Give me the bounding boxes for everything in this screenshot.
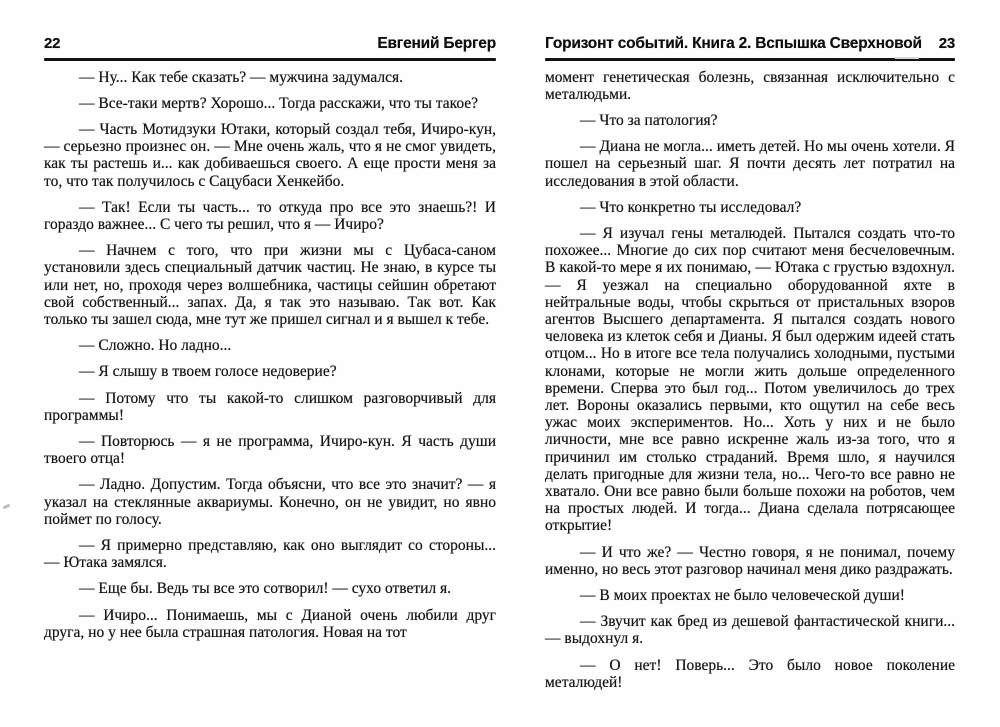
paragraph: — Ладно. Допустим. Тогда объясни, что все это значит? — я указал на стеклянные аквариумы. Конечно, он не увидит, но явно поймет по голосу. bbox=[44, 476, 496, 528]
paragraph: — Звучит как бред из дешевой фантастической книги... — выдохнул я. bbox=[545, 613, 955, 648]
page-header-right bbox=[545, 35, 955, 53]
paragraph: — Еще бы. Ведь ты все это сотворил! — сухо ответил я. bbox=[79, 580, 452, 598]
page-header-left bbox=[44, 35, 496, 53]
paragraph: — Я примерно представляю, как оно выглядит со стороны... — Ютака замялся. bbox=[44, 537, 496, 572]
paragraph: — Что конкретно ты исследовал? bbox=[580, 198, 802, 216]
paragraph: — Ну... Как тебе сказать? — мужчина задумался. bbox=[79, 68, 403, 86]
paragraph: — Потому что ты какой-то слишком разговорчивый для программы! bbox=[44, 389, 496, 424]
paragraph: — Диана не могла... иметь детей. Но мы очень хотели. Я пошел на серьезный шаг. Я почти десять лет потратил на исследования в этой области. bbox=[545, 138, 955, 190]
paragraph: — Я слышу в твоем голосе недоверие? bbox=[79, 363, 337, 381]
paragraph: — Ичиро... Понимаешь, мы с Дианой очень любили друг друга, но у нее была страшная патология. Новая на тот bbox=[44, 606, 496, 641]
header-rule-right bbox=[545, 58, 955, 61]
text-column-right bbox=[545, 69, 955, 692]
paragraph: — Часть Мотидзуки Ютаки, который создал тебя, Ичиро-кун, — серьезно произнес он. — Мне очень жаль, что я не смог увидеть, как ты растешь и... как добиваешься своего. А еще прости меня за то, что так получилось с Сацубаси Хенкейбо. bbox=[44, 121, 496, 190]
paragraph: — Что за патология? bbox=[580, 112, 718, 129]
page-number-left: 22 bbox=[44, 35, 61, 52]
page-number-right: 23 bbox=[938, 35, 955, 52]
paragraph: — Сложно. Но ладно... bbox=[79, 337, 232, 355]
paragraph: — Начнем с того, что при жизни мы с Цубаса-саном установили здесь специальный датчик частиц. Не знаю, в курсе ты или нет, но, проходя через волшебника, частицы сейшин обретают свой собственный... запах. Да, я так это называю. Так вот. Как только ты зашел сюда, мне тут же пришел сигнал и я вышел к тебе. bbox=[44, 242, 496, 329]
header-rule-left bbox=[44, 58, 496, 61]
paragraph: момент генетическая болезнь, связанная исключительно с металюдьми. bbox=[545, 68, 955, 103]
text-column-left bbox=[44, 69, 496, 641]
running-title-left: Евгений Бергер bbox=[377, 35, 496, 52]
paragraph: — Повторюсь — я не программа, Ичиро-кун. Я часть души твоего отца! bbox=[44, 433, 496, 468]
paragraph: — Все-таки мертв? Хорошо... Тогда расскажи, что ты такое? bbox=[79, 94, 479, 112]
paragraph: — Так! Если ты часть... то откуда про все это знаешь?! И гораздо важнее... С чего ты решил, что я — Ичиро? bbox=[44, 198, 496, 234]
paragraph: — В моих проектах не было человеческой души! bbox=[580, 587, 905, 605]
running-title-right: Горизонт событий. Книга 2. Вспышка Сверхновой bbox=[545, 35, 922, 52]
scan-artifact-smudge bbox=[895, 57, 919, 59]
paragraph: — О нет! Поверь... Это было новое поколение металюдей! bbox=[545, 656, 955, 691]
paragraph: — И что же? — Честно говоря, я не понимал, почему именно, но весь этот разговор начинал меня дико раздражать. bbox=[545, 543, 955, 578]
page-right bbox=[500, 0, 1000, 727]
paragraph: — Я изучал гены металюдей. Пытался создать что-то похожее... Многие до сих пор считают меня бесчеловечным. В какой-то мере я их понимаю, — Ютака с грустью вздохнул. — Я уезжал на специально оборудованной яхте в нейтральные воды, чтобы скрыться от пристальных взоров агентов Высшего департамента. Я пытался создать нового человека из клеток себя и Дианы. Я был одержим идеей стать отцом... Но в итоге все тела получались холодными, пустыми клонами, которые не могли жить дольше определенного времени. Сперва это был год... Потом увеличилось до трех лет. Вороны оказались первыми, кто ощутил на себе весь ужас моих экспериментов. Но... Хоть у них и не было личности, мне все равно искренне жаль из-за того, что я причинил им столько страданий. Время шло, я научился делать пригодные для жизни тела, но... Чего-то все равно не хватало. Они все равно были больше похожи на роботов, чем на простых людей. И тогда... Диана сделала потрясающее открытие! bbox=[545, 225, 955, 535]
